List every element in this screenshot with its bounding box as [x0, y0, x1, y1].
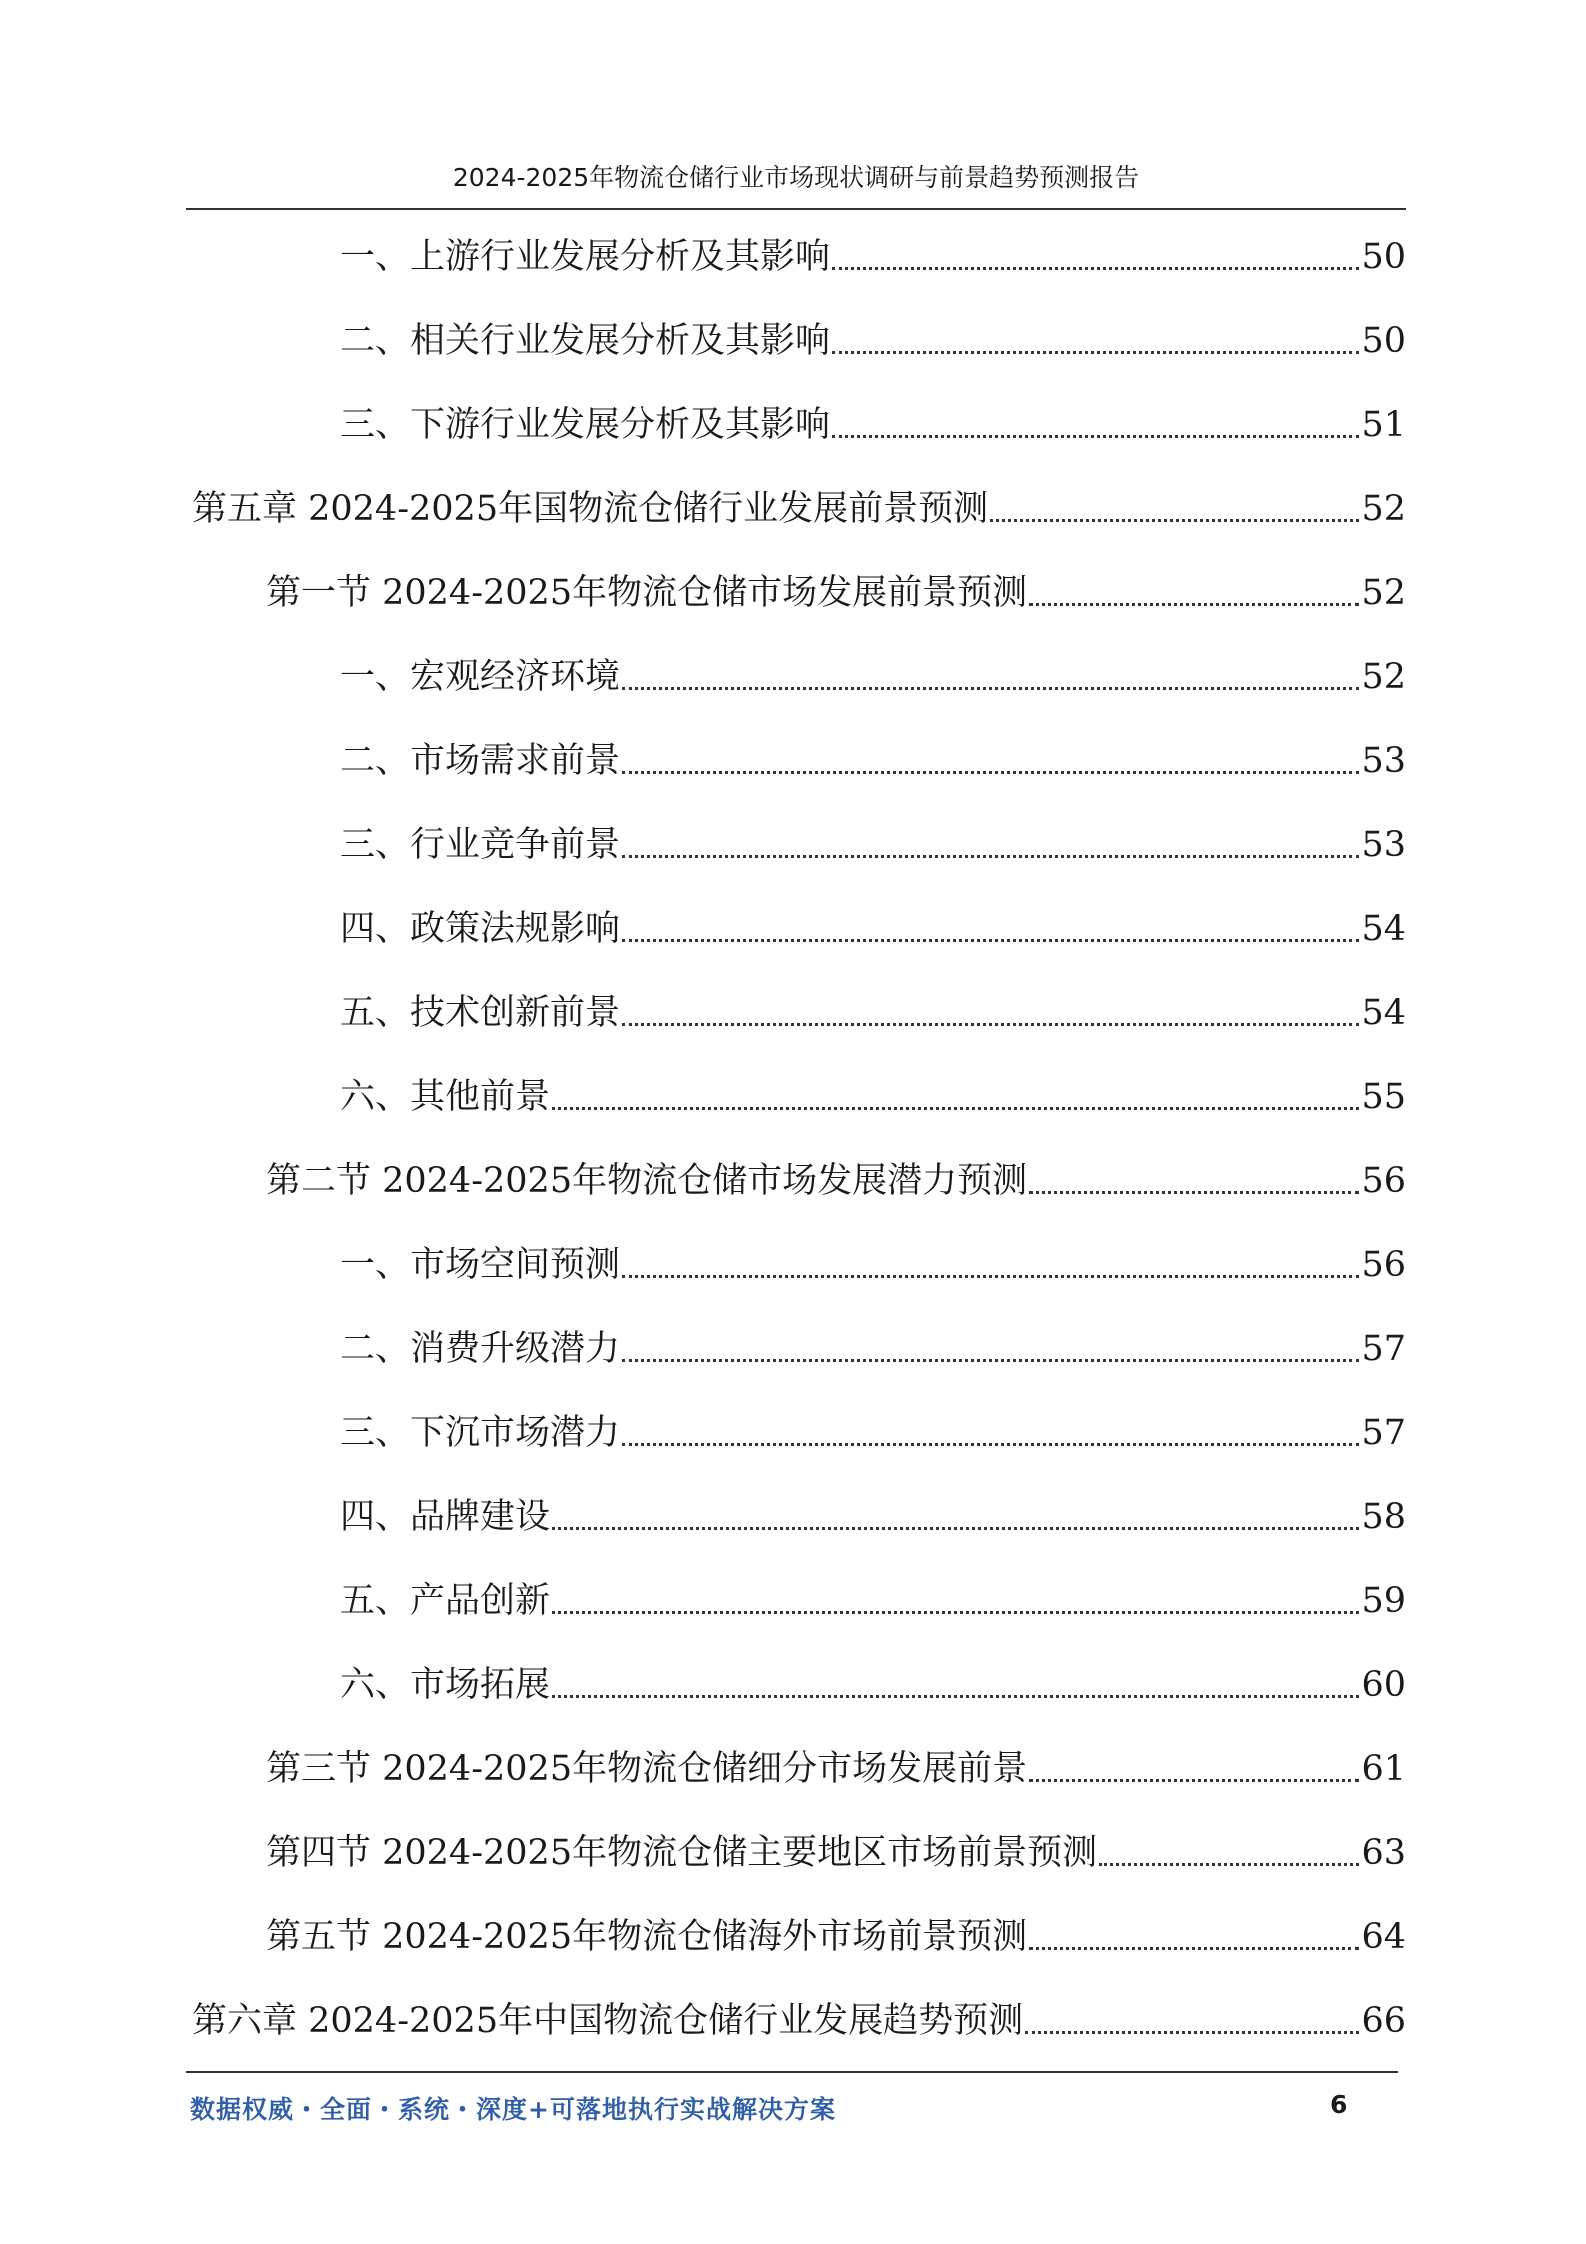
toc-entry-title: 第一节 2024-2025年物流仓储市场发展前景预测: [266, 573, 1028, 613]
toc-entry-page: 63: [1361, 1833, 1406, 1873]
toc-entry-page: 60: [1361, 1665, 1406, 1705]
toc-dot-leader: [552, 1695, 1359, 1698]
toc-entry[interactable]: [0, 1816, 1586, 1876]
toc-entry-title: 六、市场拓展: [340, 1665, 551, 1705]
toc-entry-title: 第五章 2024-2025年国物流仓储行业发展前景预测: [192, 489, 989, 529]
toc-entry-page: 52: [1361, 657, 1406, 697]
toc-entry-title: 六、其他前景: [340, 1077, 551, 1117]
toc-dot-leader: [990, 519, 1359, 522]
toc-entry-title: 四、政策法规影响: [340, 909, 621, 949]
toc-entry-title: 第五节 2024-2025年物流仓储海外市场前景预测: [266, 1917, 1028, 1957]
toc-dot-leader: [552, 1107, 1359, 1110]
toc-entry[interactable]: [0, 1312, 1586, 1372]
toc-dot-leader: [1029, 1947, 1359, 1950]
toc-entry-page: 53: [1361, 741, 1406, 781]
running-header: 2024-2025年物流仓储行业市场现状调研与前景趋势预测报告: [452, 163, 1140, 192]
toc-dot-leader: [832, 435, 1359, 438]
toc-entry-title: 第三节 2024-2025年物流仓储细分市场发展前景: [266, 1749, 1028, 1789]
toc-entry[interactable]: [0, 1648, 1586, 1708]
toc-entry-title: 三、行业竞争前景: [340, 825, 621, 865]
toc-entry-page: 55: [1361, 1077, 1406, 1117]
toc-entry[interactable]: [0, 724, 1586, 784]
toc-entry[interactable]: [0, 472, 1586, 532]
toc-dot-leader: [832, 267, 1359, 270]
footer-slogan: 数据权威・全面・系统・深度+可落地执行实战解决方案: [190, 2095, 836, 2124]
toc-entry-page: 52: [1361, 573, 1406, 613]
toc-entry-title: 二、市场需求前景: [340, 741, 621, 781]
toc-entry-page: 64: [1361, 1917, 1406, 1957]
toc-dot-leader: [1029, 603, 1359, 606]
toc-entry-page: 54: [1361, 909, 1406, 949]
toc-entry-title: 第六章 2024-2025年中国物流仓储行业发展趋势预测: [192, 2001, 1024, 2041]
toc-entry-title: 一、宏观经济环境: [340, 657, 621, 697]
toc-entry-page: 56: [1361, 1161, 1406, 1201]
toc-dot-leader: [622, 687, 1359, 690]
toc-entry-page: 50: [1361, 321, 1406, 361]
toc-entry[interactable]: [0, 1396, 1586, 1456]
toc-dot-leader: [552, 1527, 1359, 1530]
toc-entry-title: 三、下沉市场潜力: [340, 1413, 621, 1453]
toc-entry-title: 一、市场空间预测: [340, 1245, 621, 1285]
toc-dot-leader: [622, 1359, 1359, 1362]
toc-entry-page: 66: [1361, 2001, 1406, 2041]
toc-entry-title: 五、技术创新前景: [340, 993, 621, 1033]
toc-dot-leader: [1025, 2031, 1359, 2034]
toc-entry-title: 第二节 2024-2025年物流仓储市场发展潜力预测: [266, 1161, 1028, 1201]
toc-entry-title: 五、产品创新: [340, 1581, 551, 1621]
toc-entry-page: 57: [1361, 1329, 1406, 1369]
toc-dot-leader: [552, 1611, 1359, 1614]
toc-dot-leader: [1099, 1863, 1359, 1866]
toc-entry-page: 53: [1361, 825, 1406, 865]
toc-entry[interactable]: [0, 220, 1586, 280]
toc-entry[interactable]: [0, 304, 1586, 364]
toc-entry-page: 61: [1361, 1749, 1406, 1789]
toc-entry[interactable]: [0, 1900, 1586, 1960]
toc-entry[interactable]: [0, 1480, 1586, 1540]
toc-entry-title: 二、消费升级潜力: [340, 1329, 621, 1369]
toc-dot-leader: [622, 771, 1359, 774]
toc-entry[interactable]: [0, 1732, 1586, 1792]
toc-entry-page: 57: [1361, 1413, 1406, 1453]
toc-entry[interactable]: [0, 808, 1586, 868]
header-divider: [186, 208, 1406, 210]
toc-entry-page: 58: [1361, 1497, 1406, 1537]
toc-entry[interactable]: [0, 640, 1586, 700]
toc-entry-page: 50: [1361, 237, 1406, 277]
toc-entry[interactable]: [0, 1060, 1586, 1120]
toc-entry[interactable]: [0, 976, 1586, 1036]
toc-entry-title: 第四节 2024-2025年物流仓储主要地区市场前景预测: [266, 1833, 1098, 1873]
toc-dot-leader: [622, 1023, 1359, 1026]
toc-entry[interactable]: [0, 1984, 1586, 2044]
toc-entry-page: 59: [1361, 1581, 1406, 1621]
toc-entry-page: 54: [1361, 993, 1406, 1033]
toc-dot-leader: [622, 855, 1359, 858]
toc-dot-leader: [622, 1443, 1359, 1446]
toc-entry[interactable]: [0, 892, 1586, 952]
toc-dot-leader: [622, 939, 1359, 942]
toc-entry-title: 一、上游行业发展分析及其影响: [340, 237, 831, 277]
toc-dot-leader: [832, 351, 1359, 354]
toc-dot-leader: [1029, 1779, 1359, 1782]
toc-entry-page: 51: [1361, 405, 1406, 445]
toc-entry-title: 二、相关行业发展分析及其影响: [340, 321, 831, 361]
footer-divider: [186, 2071, 1398, 2073]
toc-dot-leader: [622, 1275, 1359, 1278]
toc-entry[interactable]: [0, 556, 1586, 616]
toc-entry[interactable]: [0, 388, 1586, 448]
toc-entry-page: 52: [1361, 489, 1406, 529]
toc-entry-title: 四、品牌建设: [340, 1497, 551, 1537]
toc-entry-title: 三、下游行业发展分析及其影响: [340, 405, 831, 445]
toc-entry[interactable]: [0, 1228, 1586, 1288]
toc-entry[interactable]: [0, 1564, 1586, 1624]
toc-dot-leader: [1029, 1191, 1359, 1194]
toc-entry-page: 56: [1361, 1245, 1406, 1285]
page-number: 6: [1330, 2090, 1348, 2119]
toc-entry[interactable]: [0, 1144, 1586, 1204]
